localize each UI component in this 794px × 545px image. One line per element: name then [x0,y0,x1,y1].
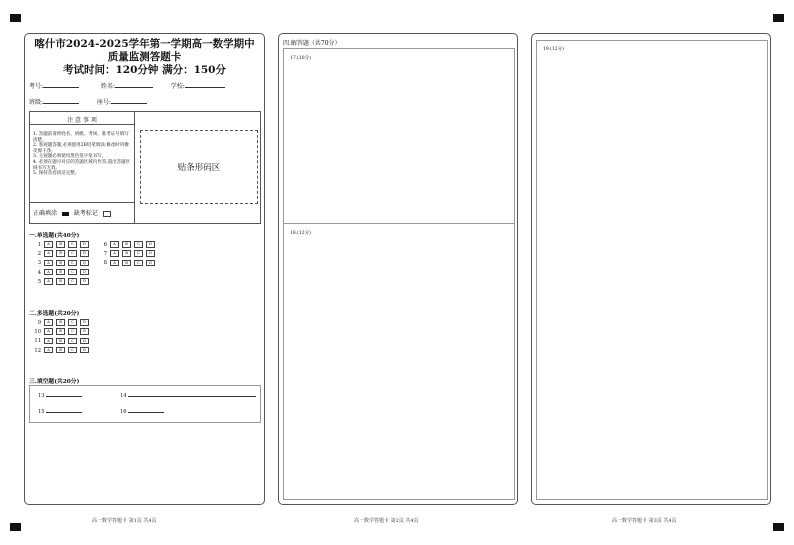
footer-page-2: 高一数学答题卡 第2页 共4页 [354,518,419,524]
question-number: 3 [37,260,41,267]
filled-bubble-example [62,212,69,216]
option-bubble-a[interactable]: A [44,328,53,335]
option-bubble-c[interactable]: C [68,319,77,326]
option-bubble-b[interactable]: B [56,338,65,345]
option-bubble-b[interactable]: B [56,278,65,285]
option-bubble-d[interactable]: D [80,278,89,285]
question-number: 9 [37,320,41,326]
exam-no-label: 考号: [29,83,44,90]
section-answer: 四.解答题（共70分） [283,40,341,47]
notice-item: 3. 主观题必须使用黑色签字笔书写。 [33,154,107,160]
option-bubble-b[interactable]: B [122,250,131,257]
option-bubble-a[interactable]: A [44,260,53,267]
option-bubble-c[interactable]: C [68,328,77,335]
question-18-label: 18.(12分) [290,231,311,236]
fill-answer-line[interactable] [128,412,164,413]
section-single-choice: 一.单选题(共40分) [29,233,80,239]
exam-no-field[interactable] [43,87,79,88]
fill-item-13: 13 [38,392,82,400]
title-line-1: 喀什市2024-2025学年第一学期高一数学期中 [34,38,255,50]
question-number: 11 [34,338,41,345]
answer-box-18[interactable] [283,223,515,500]
option-bubble-b[interactable]: B [56,319,65,326]
class-label: 班级: [29,99,44,106]
notice-item: 1. 答题前请将姓名、班级、考场、准考证号填写清楚。 [33,132,129,143]
question-number: 7 [103,251,107,258]
option-bubble-d[interactable]: D [80,260,89,267]
sheet-title [25,38,264,77]
registration-mark [773,523,784,531]
option-bubble-b[interactable]: B [122,260,131,267]
option-bubble-c[interactable]: C [134,260,143,267]
option-bubble-b[interactable]: B [56,241,65,248]
option-bubble-c[interactable]: C [68,269,77,276]
choice-row-11 [31,337,89,345]
option-bubble-b[interactable]: B [56,328,65,335]
option-bubble-b[interactable]: B [56,347,65,354]
option-bubble-c[interactable]: C [68,260,77,267]
fill-example [33,208,111,217]
title-line-2: 质量监测答题卡 [107,51,182,63]
section-multi-choice: 二.多选题(共20分) [29,311,80,317]
notice-item: 2. 客观题答题,必须使用2B铅笔填涂,修改时用橡皮擦干净。 [33,143,129,154]
footer-page-3: 高一数学答题卡 第3页 共4页 [612,518,677,524]
barcode-label: 贴条形码区 [177,163,221,173]
name-field[interactable] [115,87,153,88]
registration-mark [773,14,784,22]
footer-page-1: 高一数学答题卡 第1页 共4页 [92,518,157,524]
notice-title: 注 意 事 项 [67,117,97,124]
absent-mark-box[interactable] [103,211,111,217]
question-number: 8 [103,260,107,267]
option-bubble-b[interactable]: B [56,269,65,276]
option-bubble-a[interactable]: A [44,278,53,285]
school-field[interactable] [185,87,225,88]
fill-answer-line[interactable] [46,412,82,413]
notice-item: 5. 保持答卷清洁完整。 [33,171,80,177]
fill-answer-line[interactable] [46,396,82,397]
option-bubble-d[interactable]: D [80,250,89,257]
option-bubble-d[interactable]: D [80,319,89,326]
answer-sheet-page-2 [278,33,518,505]
title-line-3: 考试时间：120分钟 满分：150分 [63,64,226,76]
option-bubble-a[interactable]: A [44,241,53,248]
option-bubble-c[interactable]: C [68,338,77,345]
info-row-1 [29,81,261,90]
option-bubble-a[interactable]: A [110,241,119,248]
option-bubble-b[interactable]: B [122,241,131,248]
option-bubble-d[interactable]: D [80,338,89,345]
question-number: 6 [103,242,107,248]
school-label: 学校: [170,83,185,90]
notice-block [29,111,261,224]
fill-answer-line[interactable] [128,396,256,397]
option-bubble-a[interactable]: A [44,250,53,257]
option-bubble-a[interactable]: A [44,269,53,276]
option-bubble-a[interactable]: A [44,319,53,326]
question-number: 1 [37,242,41,248]
option-bubble-d[interactable]: D [80,269,89,276]
notice-item: 4. 必须在题号对应的答题区域内作答,超出答题区域书写无效。 [33,159,131,171]
choice-row-1 [31,241,89,249]
registration-mark [10,14,21,22]
answer-box-17[interactable] [283,48,515,224]
option-bubble-a[interactable]: A [44,338,53,345]
option-bubble-d[interactable]: D [80,241,89,248]
fill-item-16: 16 [120,408,164,416]
question-number: 12 [34,347,41,354]
option-bubble-d[interactable]: D [146,250,155,257]
fill-item-14: 14 [120,392,256,400]
option-bubble-b[interactable]: B [56,250,65,257]
info-row-2 [29,97,261,106]
option-bubble-d[interactable]: D [146,241,155,248]
option-bubble-c[interactable]: C [68,347,77,354]
seat-label: 座号: [96,99,111,106]
option-bubble-d[interactable]: D [80,328,89,335]
choice-row-9 [31,319,89,327]
option-bubble-d[interactable]: D [80,347,89,354]
choice-row-3 [31,259,89,267]
question-number: 2 [37,251,41,258]
question-number: 4 [37,269,41,276]
notice-list [33,132,132,177]
fill-in-box [29,385,261,423]
fill-item-15: 15 [38,408,82,416]
question-number: 10 [34,329,41,336]
choice-row-10 [31,328,89,336]
choice-row-8 [97,259,155,267]
class-field[interactable] [43,103,79,104]
choice-row-4 [31,269,89,277]
option-bubble-a[interactable]: A [110,260,119,267]
answer-sheet-page-1 [24,33,265,505]
seat-field[interactable] [111,103,147,104]
section-fill-in: 三.填空题(共20分) [29,379,80,385]
option-bubble-a[interactable]: A [44,347,53,354]
choice-row-5 [31,278,89,286]
notice-divider [134,112,135,223]
option-bubble-a[interactable]: A [110,250,119,257]
absent-label: 缺考标记 [73,210,98,217]
answer-sheet-page-3 [531,33,771,505]
choice-row-6 [97,241,155,249]
choice-row-2 [31,250,89,258]
choice-row-12 [31,347,89,355]
fill-correct-label: 正确填涂 [33,210,58,217]
option-bubble-c[interactable]: C [134,250,143,257]
choice-row-7 [97,250,155,258]
registration-mark [10,523,21,531]
option-bubble-b[interactable]: B [56,260,65,267]
question-19-label: 19.(12分) [543,47,564,52]
option-bubble-c[interactable]: C [134,241,143,248]
option-bubble-c[interactable]: C [68,278,77,285]
question-17-label: 17.(10分) [290,56,311,61]
option-bubble-c[interactable]: C [68,250,77,257]
question-number: 5 [37,278,41,285]
barcode-area [140,130,258,204]
answer-box-19[interactable] [536,40,768,500]
option-bubble-d[interactable]: D [146,260,155,267]
option-bubble-c[interactable]: C [68,241,77,248]
name-label: 姓名: [100,83,115,90]
